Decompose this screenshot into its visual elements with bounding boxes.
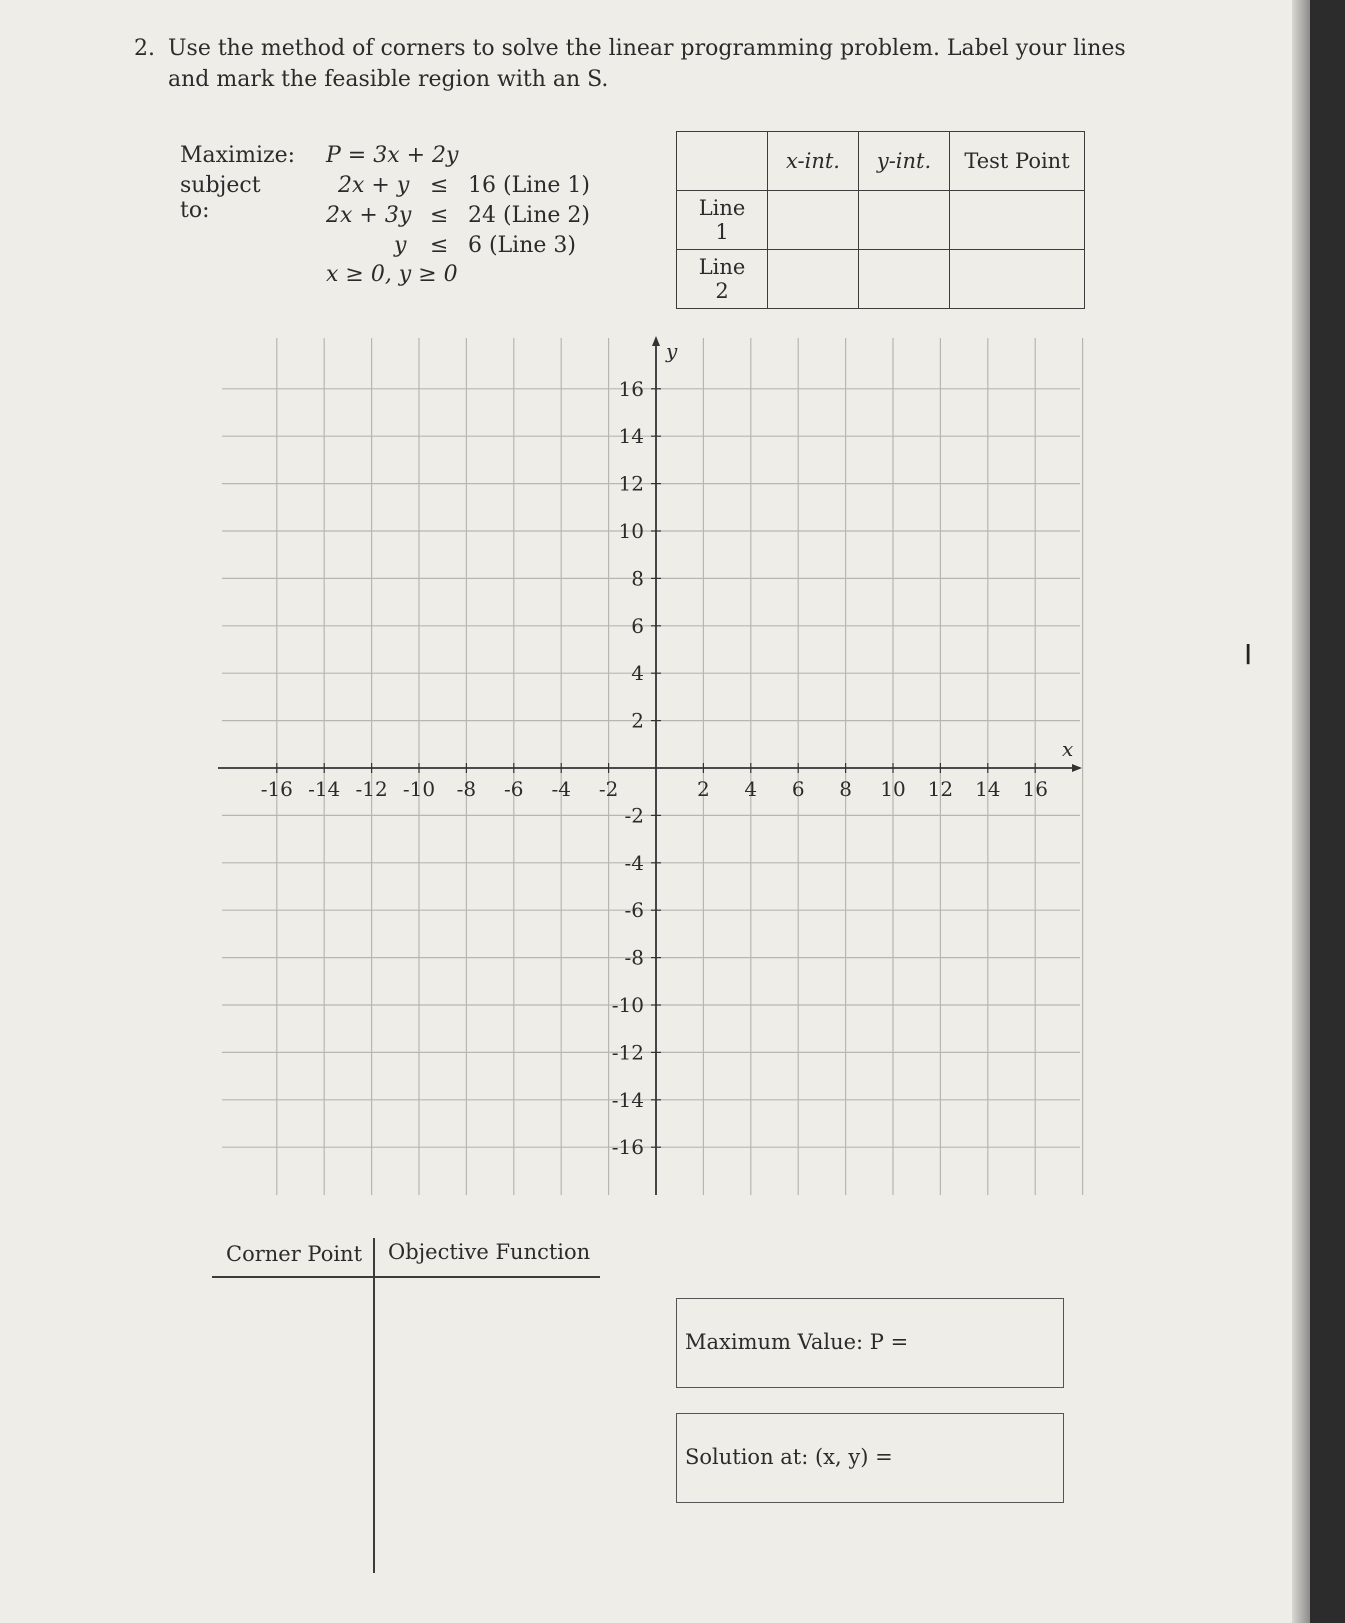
maximize-label: Maximize: — [180, 143, 296, 168]
y-tick-label: -16 — [611, 1135, 644, 1160]
x-tick-label: -8 — [456, 777, 477, 801]
subject-to-label: subject to: — [180, 173, 261, 223]
x-tick-label: 10 — [880, 777, 906, 801]
constraint-3-lhs: y — [394, 233, 407, 258]
table-column-divider — [373, 1238, 375, 1573]
y-axis-arrow-icon — [652, 336, 660, 346]
x-tick-label: 12 — [927, 777, 954, 801]
header-y-int: y-int. — [859, 132, 950, 191]
y-tick-label: -8 — [624, 945, 644, 970]
table-header-rule — [212, 1276, 600, 1278]
row-label: Line 1 — [677, 191, 768, 250]
y-tick-label: 2 — [631, 708, 644, 733]
maximum-value-box[interactable] — [676, 1298, 1064, 1388]
y-tick-label: 12 — [618, 471, 644, 496]
x-tick-label: 6 — [791, 777, 805, 801]
row-label: Line 2 — [677, 250, 768, 309]
x-tick-label: -14 — [308, 777, 341, 801]
screen-bezel — [1310, 0, 1345, 1623]
x-tick-label: -6 — [504, 777, 524, 801]
y-tick-label: -14 — [611, 1087, 644, 1112]
problem-text: Use the method of corners to solve the linear programming problem. Label your lines and mark the feasible region with an S. — [168, 36, 1126, 92]
constraint-3-rhs: 6 (Line 3) — [468, 233, 576, 258]
page-edge-shadow — [1292, 0, 1310, 1623]
x-tick-label: -4 — [551, 777, 571, 801]
x-tick-label: -16 — [260, 777, 293, 801]
x-tick-label: 14 — [975, 777, 1001, 801]
constraint-2-rhs: 24 (Line 2) — [468, 203, 590, 228]
x-tick-label: -10 — [402, 777, 436, 801]
constraint-3-op: ≤ — [430, 233, 449, 258]
header-x-int: x-int. — [768, 132, 859, 191]
nonnegativity-constraint: x ≥ 0, y ≥ 0 — [326, 262, 458, 287]
y-tick-label: 6 — [631, 613, 644, 638]
y-tick-label: 8 — [631, 566, 644, 591]
y-tick-label: 16 — [618, 376, 644, 401]
y-tick-label: 14 — [618, 424, 644, 449]
constraint-2-lhs: 2x + 3y — [326, 203, 412, 228]
x-tick-label: 2 — [697, 777, 710, 801]
x-tick-label: -2 — [598, 777, 619, 801]
x-axis-label: x — [1062, 737, 1074, 761]
x-tick-label: 8 — [839, 777, 852, 801]
y-tick-label: -10 — [611, 993, 644, 1017]
constraint-2-op: ≤ — [430, 203, 449, 228]
y-tick-label: -6 — [624, 898, 644, 923]
y-tick-label: -4 — [624, 850, 644, 875]
corner-point-header: Corner Point — [226, 1242, 363, 1266]
y-tick-label: 10 — [618, 519, 644, 543]
constraint-1-rhs: 16 (Line 1) — [468, 173, 590, 198]
constraint-1-op: ≤ — [430, 173, 449, 198]
constraint-1-lhs: 2x + y — [338, 173, 410, 198]
solution-label: Solution at: (x, y) = — [685, 1445, 893, 1469]
y-tick-label: -12 — [611, 1040, 644, 1065]
objective-function-header: Objective Function — [388, 1240, 591, 1264]
text-cursor-icon: I — [1244, 638, 1253, 671]
x-tick-label: 16 — [1022, 777, 1048, 801]
x-tick-label: -12 — [355, 777, 388, 801]
maximum-value-label: Maximum Value: P = — [685, 1330, 909, 1354]
y-tick-label: -2 — [624, 803, 644, 828]
objective-function: P = 3x + 2y — [326, 143, 459, 168]
y-axis-label: y — [666, 339, 678, 363]
x-axis-arrow-icon — [1072, 764, 1082, 772]
solution-box[interactable] — [676, 1413, 1064, 1503]
x-tick-label: 4 — [744, 777, 758, 801]
problem-number: 2. — [134, 36, 155, 61]
y-tick-label: 4 — [631, 661, 644, 686]
header-test-point: Test Point — [950, 132, 1085, 191]
